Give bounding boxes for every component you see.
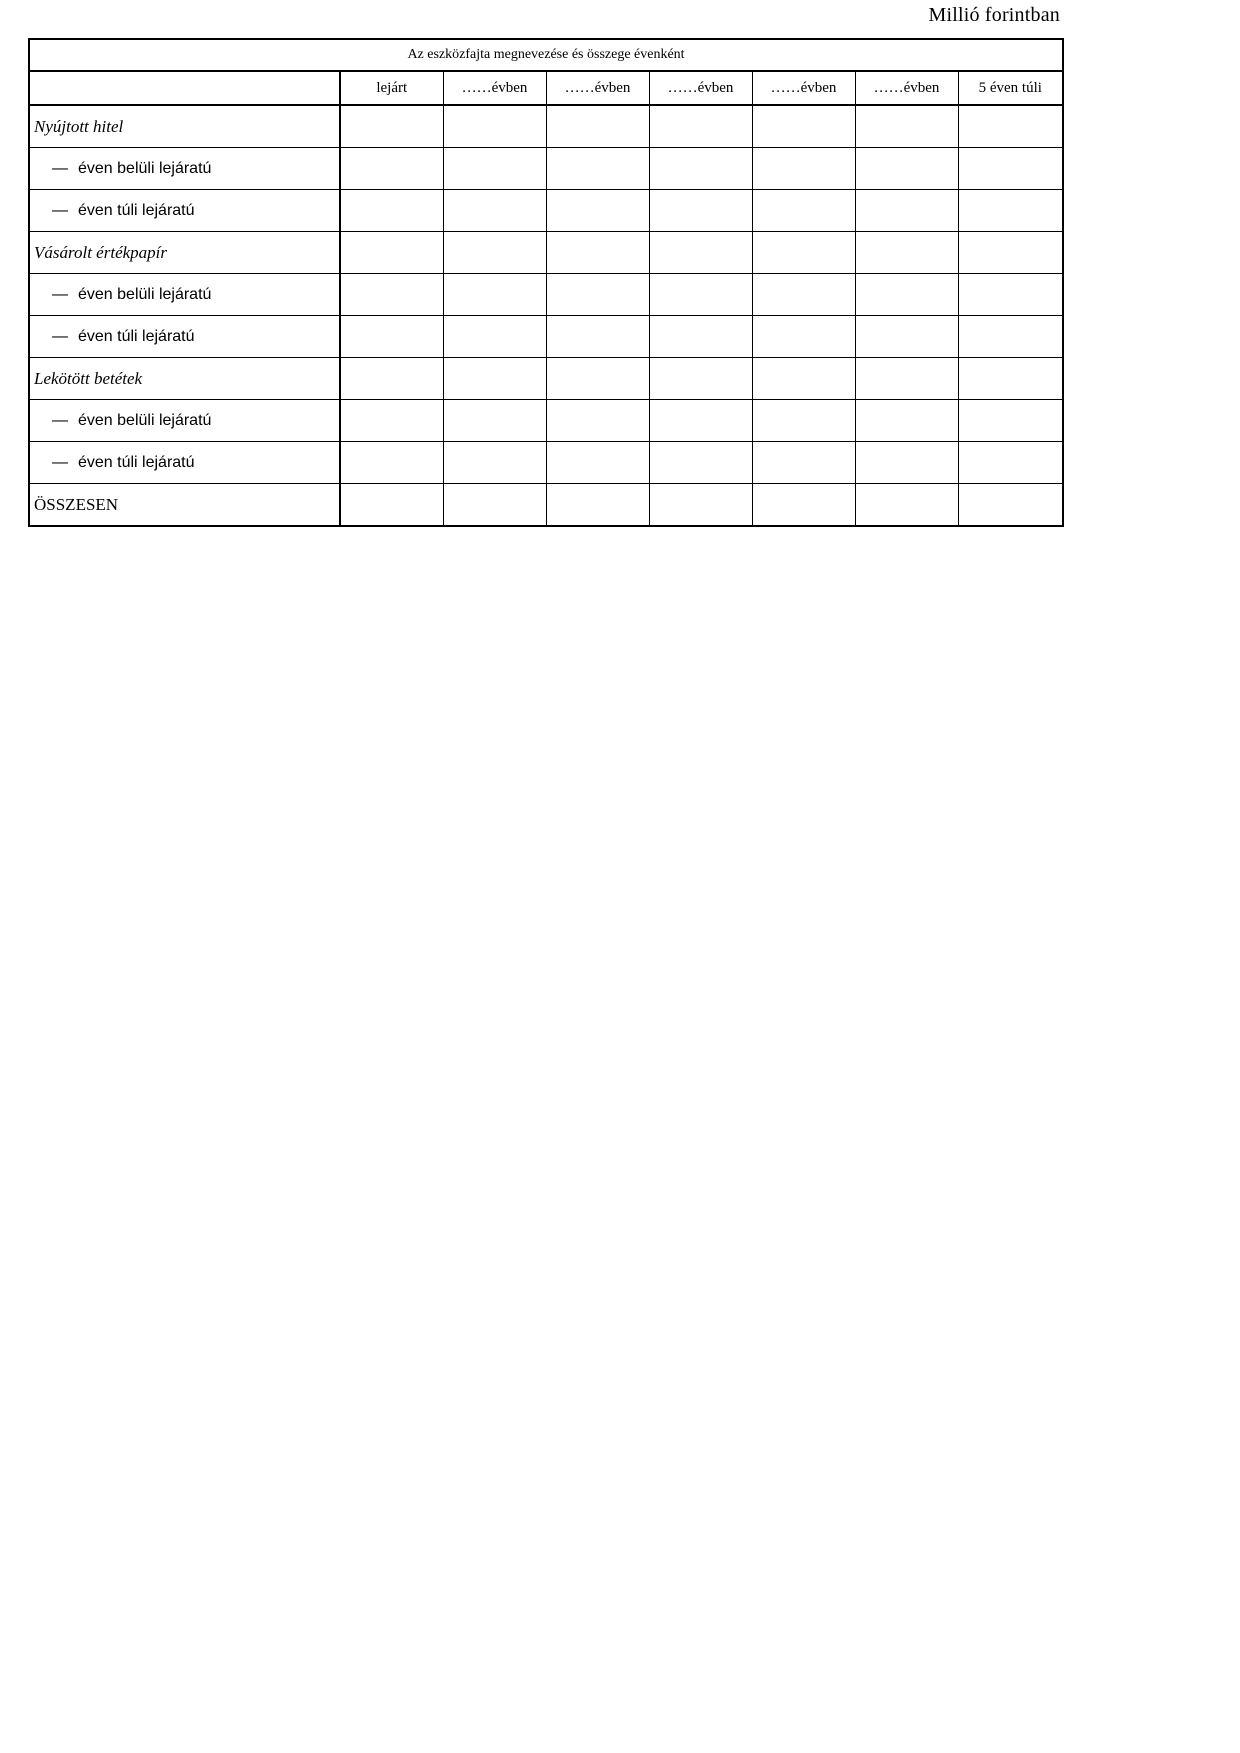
amount-cell[interactable]: [958, 232, 1063, 274]
header-corner-cell: [29, 71, 340, 105]
amount-cell[interactable]: [546, 442, 649, 484]
table-body: [29, 105, 1063, 526]
table-row: [29, 484, 1063, 527]
amount-cell[interactable]: [546, 316, 649, 358]
amount-cell[interactable]: [546, 148, 649, 190]
amount-cell[interactable]: [752, 442, 855, 484]
table-row: [29, 232, 1063, 274]
amount-cell[interactable]: [855, 442, 958, 484]
amount-cell[interactable]: [855, 190, 958, 232]
table-row: [29, 148, 1063, 190]
row-label-text: éven belüli lejáratú: [78, 411, 212, 429]
amount-cell[interactable]: [443, 274, 546, 316]
amount-cell[interactable]: [855, 316, 958, 358]
amount-cell[interactable]: [443, 148, 546, 190]
amount-cell[interactable]: [958, 148, 1063, 190]
table-row: [29, 316, 1063, 358]
table-row: [29, 442, 1063, 484]
amount-cell[interactable]: [340, 232, 443, 274]
column-header-year-2: ……évben: [546, 71, 649, 105]
amount-cell[interactable]: [958, 274, 1063, 316]
header-row-columns: [29, 71, 1063, 105]
row-label: [29, 400, 340, 442]
amount-cell[interactable]: [649, 316, 752, 358]
row-label-text: éven belüli lejáratú: [78, 285, 212, 303]
row-label-text: Lekötött betétek: [34, 368, 143, 388]
amount-cell[interactable]: [752, 400, 855, 442]
amount-cell[interactable]: [443, 358, 546, 400]
row-label-text: éven túli lejáratú: [78, 201, 195, 219]
row-dash: —: [52, 159, 68, 177]
row-label: [29, 232, 340, 274]
amount-cell[interactable]: [443, 105, 546, 148]
amount-cell[interactable]: [752, 148, 855, 190]
amount-cell[interactable]: [958, 105, 1063, 148]
column-header-year-3: ……évben: [649, 71, 752, 105]
row-label-text: Vásárolt értékpapír: [34, 242, 167, 262]
amount-cell[interactable]: [649, 274, 752, 316]
amount-cell[interactable]: [958, 316, 1063, 358]
amount-cell[interactable]: [340, 358, 443, 400]
amount-cell[interactable]: [855, 232, 958, 274]
column-header-year-1: ……évben: [443, 71, 546, 105]
table-row: [29, 190, 1063, 232]
amount-cell[interactable]: [340, 442, 443, 484]
row-label: [29, 148, 340, 190]
amount-cell[interactable]: [649, 232, 752, 274]
amount-cell[interactable]: [855, 105, 958, 148]
amount-cell[interactable]: [443, 442, 546, 484]
amount-cell[interactable]: [958, 400, 1063, 442]
row-dash: —: [52, 327, 68, 345]
amount-cell[interactable]: [649, 190, 752, 232]
amount-cell[interactable]: [649, 105, 752, 148]
amount-cell[interactable]: [340, 316, 443, 358]
amount-cell[interactable]: [340, 274, 443, 316]
amount-cell[interactable]: [752, 232, 855, 274]
amount-cell[interactable]: [443, 400, 546, 442]
amount-cell[interactable]: [546, 484, 649, 527]
amount-cell[interactable]: [752, 484, 855, 527]
amount-cell[interactable]: [443, 484, 546, 527]
row-label: [29, 105, 340, 148]
amount-cell[interactable]: [340, 400, 443, 442]
amount-cell[interactable]: [649, 400, 752, 442]
row-label: [29, 190, 340, 232]
table-row: [29, 274, 1063, 316]
row-label: [29, 358, 340, 400]
amount-cell[interactable]: [752, 190, 855, 232]
amount-cell[interactable]: [546, 232, 649, 274]
amount-cell[interactable]: [340, 484, 443, 527]
amount-cell[interactable]: [855, 358, 958, 400]
row-label-text: ÖSSZESEN: [34, 494, 119, 514]
amount-cell[interactable]: [443, 316, 546, 358]
row-dash: —: [52, 411, 68, 429]
amount-cell[interactable]: [340, 148, 443, 190]
amount-cell[interactable]: [546, 105, 649, 148]
column-header-year-4: ……évben: [752, 71, 855, 105]
row-label-text: éven túli lejáratú: [78, 327, 195, 345]
amount-cell[interactable]: [855, 484, 958, 527]
column-header-year-5: ……évben: [855, 71, 958, 105]
column-header-over-5-years: 5 éven túli: [958, 71, 1063, 105]
amount-cell[interactable]: [649, 484, 752, 527]
column-header-expired: lejárt: [340, 71, 443, 105]
amount-cell[interactable]: [855, 148, 958, 190]
amount-cell[interactable]: [958, 190, 1063, 232]
table-main-header: Az eszközfajta megnevezése és összege évenként: [29, 39, 1063, 71]
amount-cell[interactable]: [443, 190, 546, 232]
amount-cell[interactable]: [649, 358, 752, 400]
amount-cell[interactable]: [340, 190, 443, 232]
amount-cell[interactable]: [546, 190, 649, 232]
row-label-text: éven belüli lejáratú: [78, 159, 212, 177]
row-label-text: éven túli lejáratú: [78, 453, 195, 471]
amount-cell[interactable]: [443, 232, 546, 274]
row-label: [29, 274, 340, 316]
header-row-main: [29, 39, 1063, 71]
row-dash: —: [52, 201, 68, 219]
amount-cell[interactable]: [752, 274, 855, 316]
table-row: [29, 358, 1063, 400]
amount-cell[interactable]: [649, 442, 752, 484]
amount-cell[interactable]: [752, 316, 855, 358]
table-row: [29, 400, 1063, 442]
amount-cell[interactable]: [546, 358, 649, 400]
maturity-table: [28, 38, 1064, 527]
row-label: [29, 316, 340, 358]
amount-cell[interactable]: [855, 274, 958, 316]
amount-cell[interactable]: [546, 400, 649, 442]
unit-label: Millió forintban: [928, 4, 1060, 26]
row-label: [29, 484, 340, 527]
amount-cell[interactable]: [958, 358, 1063, 400]
row-label-text: Nyújtott hitel: [34, 116, 124, 136]
amount-cell[interactable]: [340, 105, 443, 148]
amount-cell[interactable]: [649, 148, 752, 190]
table-row: [29, 105, 1063, 148]
row-label: [29, 442, 340, 484]
amount-cell[interactable]: [855, 400, 958, 442]
amount-cell[interactable]: [752, 105, 855, 148]
amount-cell[interactable]: [752, 358, 855, 400]
amount-cell[interactable]: [958, 484, 1063, 527]
amount-cell[interactable]: [958, 442, 1063, 484]
row-dash: —: [52, 453, 68, 471]
row-dash: —: [52, 285, 68, 303]
amount-cell[interactable]: [546, 274, 649, 316]
